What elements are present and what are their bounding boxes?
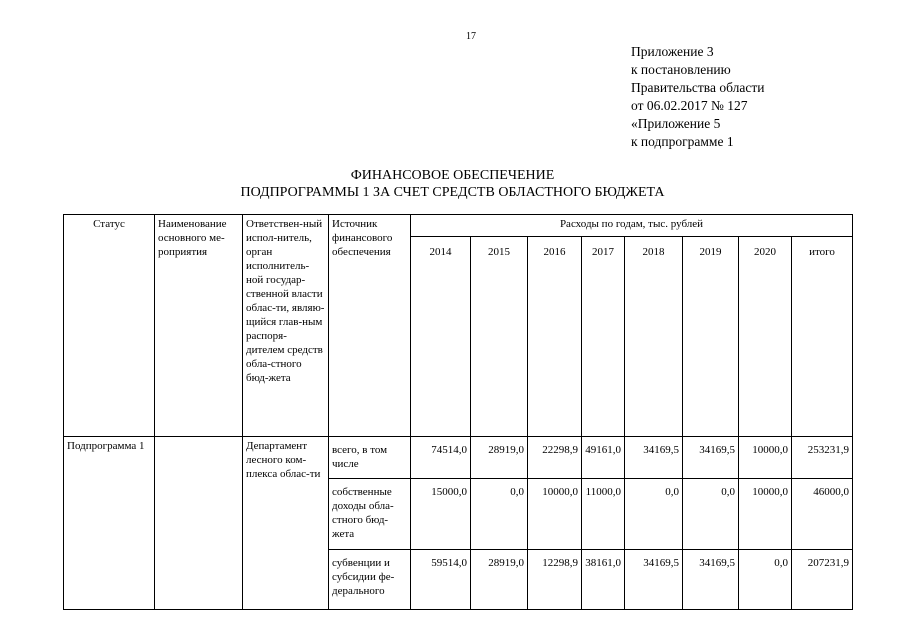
year-header: 2019 bbox=[683, 237, 739, 437]
total-cell: 46000,0 bbox=[792, 479, 853, 550]
appendix-block bbox=[631, 43, 764, 151]
document-title-line1: ФИНАНСОВОЕ ОБЕСПЕЧЕНИЕ bbox=[350, 168, 555, 183]
header-expenses: Расходы по годам, тыс. рублей bbox=[411, 215, 853, 237]
value-cell: 0,0 bbox=[471, 479, 528, 550]
value-cell: 74514,0 bbox=[411, 437, 471, 479]
appendix-line: Правительства области bbox=[631, 80, 765, 95]
value-cell: 10000,0 bbox=[739, 479, 792, 550]
year-header: 2020 bbox=[739, 237, 792, 437]
value-cell: 10000,0 bbox=[528, 479, 582, 550]
value-cell: 22298,9 bbox=[528, 437, 582, 479]
value-cell: 59514,0 bbox=[411, 550, 471, 610]
value-cell: 34169,5 bbox=[683, 550, 739, 610]
source-cell: собственные доходы обла-стного бюд-жета bbox=[329, 479, 411, 550]
year-header: 2015 bbox=[471, 237, 528, 437]
appendix-line: от 06.02.2017 № 127 bbox=[631, 98, 748, 113]
appendix-line: к постановлению bbox=[631, 62, 731, 77]
executor-cell: Департамент лесного ком-плекса облас-ти bbox=[243, 437, 329, 610]
document-title-line2: ПОДПРОГРАММЫ 1 ЗА СЧЕТ СРЕДСТВ ОБЛАСТНОГО БЮДЖЕТА bbox=[240, 185, 665, 200]
value-cell: 34169,5 bbox=[683, 437, 739, 479]
value-cell: 0,0 bbox=[625, 479, 683, 550]
appendix-line: «Приложение 5 bbox=[631, 116, 721, 131]
year-header: 2016 bbox=[528, 237, 582, 437]
value-cell: 0,0 bbox=[683, 479, 739, 550]
page-number: 17 bbox=[466, 31, 476, 42]
event-cell bbox=[155, 437, 243, 610]
year-header: 2017 bbox=[582, 237, 625, 437]
source-cell: субвенции и субсидии фе-дерального bbox=[329, 550, 411, 610]
header-event: Наименование основного ме-роприятия bbox=[155, 215, 243, 437]
appendix-line: к подпрограмме 1 bbox=[631, 134, 734, 149]
value-cell: 12298,9 bbox=[528, 550, 582, 610]
value-cell: 49161,0 bbox=[582, 437, 625, 479]
year-header: 2018 bbox=[625, 237, 683, 437]
source-cell: всего, в том числе bbox=[329, 437, 411, 479]
appendix-line: Приложение 3 bbox=[631, 44, 714, 59]
status-cell: Подпрограмма 1 bbox=[64, 437, 155, 610]
value-cell: 10000,0 bbox=[739, 437, 792, 479]
value-cell: 11000,0 bbox=[582, 479, 625, 550]
header-source: Источник финансового обеспечения bbox=[329, 215, 411, 437]
value-cell: 28919,0 bbox=[471, 437, 528, 479]
financing-table bbox=[63, 214, 853, 610]
value-cell: 15000,0 bbox=[411, 479, 471, 550]
total-cell: 253231,9 bbox=[792, 437, 853, 479]
value-cell: 34169,5 bbox=[625, 437, 683, 479]
year-header: 2014 bbox=[411, 237, 471, 437]
value-cell: 38161,0 bbox=[582, 550, 625, 610]
header-status: Статус bbox=[64, 215, 155, 437]
value-cell: 34169,5 bbox=[625, 550, 683, 610]
header-executor: Ответствен-ный испол-нитель, орган исполнитель-ной государ-ственной власти облас-ти, являю-щийся глав-ным распоря-дителем средств обла-стного бюд-жета bbox=[243, 215, 329, 437]
total-header: итого bbox=[792, 237, 853, 437]
value-cell: 28919,0 bbox=[471, 550, 528, 610]
value-cell: 0,0 bbox=[739, 550, 792, 610]
total-cell: 207231,9 bbox=[792, 550, 853, 610]
